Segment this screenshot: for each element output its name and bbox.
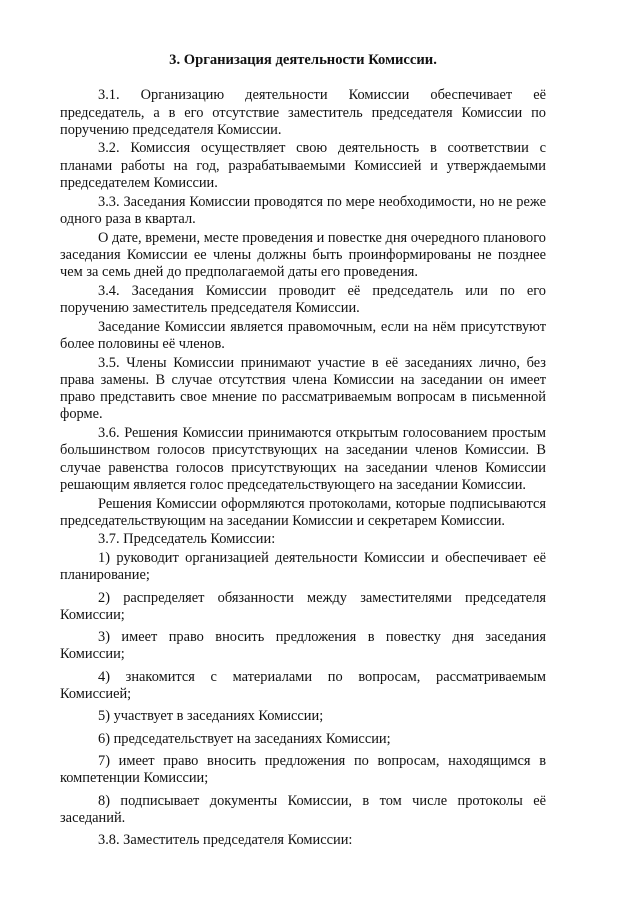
paragraph-3-3: 3.3. Заседания Комиссии проводятся по мере необходимости, но не реже одного раза в квартал. xyxy=(60,193,546,227)
paragraph-3-1: 3.1. Организацию деятельности Комиссии обеспечивает её председатель, а в его отсутствие заместитель председателя Комиссии по поручению председателя Комиссии. xyxy=(60,87,546,138)
paragraph-quorum: Заседание Комиссии является правомочным, если на нём присутствуют более половины её членов. xyxy=(60,318,546,352)
paragraph-3-8: 3.8. Заместитель председателя Комиссии: xyxy=(98,832,353,849)
list-item-5: 5) участвует в заседаниях Комиссии; xyxy=(98,708,324,725)
document-page xyxy=(60,52,546,851)
list-item-7: 7) имеет право вносить предложения по вопросам, находящимся в компетенции Комиссии; xyxy=(60,752,546,787)
paragraph-3-4: 3.4. Заседания Комиссии проводит её председатель или по его поручению заместитель председателя Комиссии. xyxy=(60,282,546,317)
paragraph-3-6: 3.6. Решения Комиссии принимаются открытым голосованием простым большинством голосов присутствующих на заседании членов Комиссии. В случае равенства голосов присутствующих на заседании членов Комиссии решающим является голос председательствующего на заседании Комиссии. xyxy=(60,425,546,493)
list-item-2: 2) распределяет обязанности между заместителями председателя Комиссии; xyxy=(60,589,546,623)
list-item-3: 3) имеет право вносить предложения в повестку дня заседания Комиссии; xyxy=(60,629,546,663)
paragraph-3-7: 3.7. Председатель Комиссии: xyxy=(98,531,276,548)
paragraph-3-5: 3.5. Члены Комиссии принимают участие в её заседаниях лично, без права замены. В случае отсутствия члена Комиссии на заседании он имеет право представить свое мнение по рассматриваемым вопросам в письменной форме. xyxy=(60,354,546,423)
section-title: 3. Организация деятельности Комиссии. xyxy=(169,52,437,68)
list-item-8: 8) подписывает документы Комиссии, в том числе протоколы её заседаний. xyxy=(60,792,546,826)
paragraph-protocols: Решения Комиссии оформляются протоколами, которые подписываются председательствующим на заседании Комиссии и секретарем Комиссии. xyxy=(60,495,546,529)
list-item-4: 4) знакомится с материалами по вопросам, рассматриваемым Комиссией; xyxy=(60,668,546,703)
list-item-6: 6) председательствует на заседаниях Комиссии; xyxy=(98,730,391,747)
paragraph-3-2: 3.2. Комиссия осуществляет свою деятельность в соответствии с планами работы на год, разрабатываемыми Комиссией и утверждаемыми председателем Комиссии. xyxy=(60,140,546,192)
paragraph-meeting-notice: О дате, времени, месте проведения и повестке дня очередного планового заседания Комиссии ее члены должны быть проинформированы не позднее чем за семь дней до предполагаемой даты его проведения. xyxy=(60,229,546,281)
list-item-1: 1) руководит организацией деятельности Комиссии и обеспечивает её планирование; xyxy=(60,549,546,584)
